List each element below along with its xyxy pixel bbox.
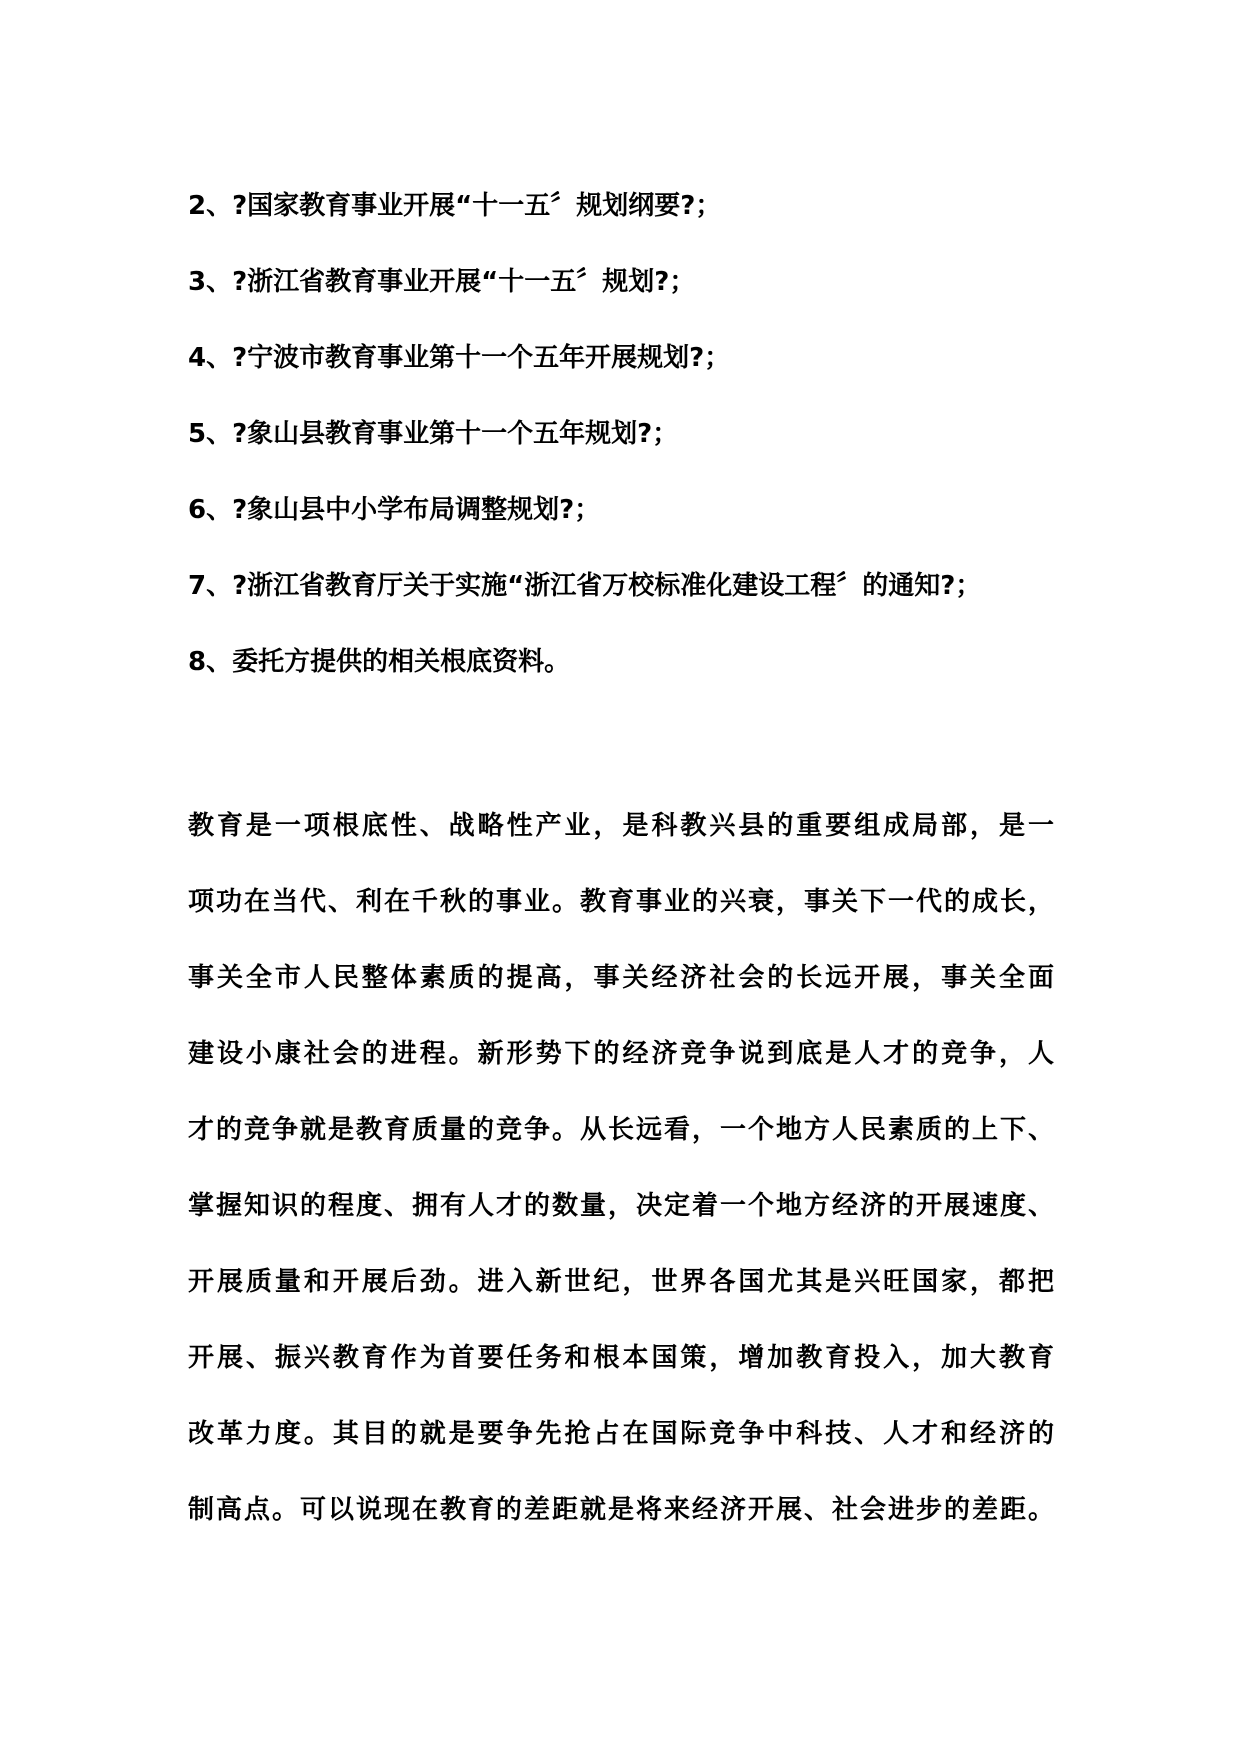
reference-item-8: 8、委托方提供的相关根底资料。 bbox=[188, 647, 571, 677]
reference-item-6: 6、?象山县中小学布局调整规划?； bbox=[188, 495, 601, 525]
paragraph-line: 建设小康社会的进程。新形势下的经济竞争说到底是人才的竞争，人 bbox=[188, 1039, 1054, 1069]
paragraph-line: 开展质量和开展后劲。进入新世纪，世界各国尤其是兴旺国家，都把 bbox=[188, 1267, 1054, 1297]
reference-item-3: 3、?浙江省教育事业开展“十一五〞规划?； bbox=[188, 267, 696, 297]
reference-list bbox=[188, 186, 1068, 718]
paragraph-line: 才的竞争就是教育质量的竞争。从长远看，一个地方人民素质的上下、 bbox=[188, 1115, 1054, 1145]
paragraph-line: 掌握知识的程度、拥有人才的数量，决定着一个地方经济的开展速度、 bbox=[188, 1191, 1054, 1221]
paragraph-line: 项功在当代、利在千秋的事业。教育事业的兴衰，事关下一代的成长， bbox=[188, 887, 1054, 917]
paragraph-line: 教育是一项根底性、战略性产业，是科教兴县的重要组成局部，是一 bbox=[188, 811, 1054, 841]
paragraph-line: 改革力度。其目的就是要争先抢占在国际竞争中科技、人才和经济的 bbox=[188, 1419, 1054, 1449]
paragraph-line: 事关全市人民整体素质的提高，事关经济社会的长远开展，事关全面 bbox=[188, 963, 1054, 993]
paragraph-line: 制高点。可以说现在教育的差距就是将来经济开展、社会进步的差距。 bbox=[188, 1495, 1054, 1525]
reference-item-2: 2、?国家教育事业开展“十一五〞规划纲要?； bbox=[188, 191, 722, 221]
reference-item-7: 7、?浙江省教育厅关于实施“浙江省万校标准化建设工程〞的通知?； bbox=[188, 571, 982, 601]
reference-item-5: 5、?象山县教育事业第十一个五年规划?； bbox=[188, 419, 679, 449]
paragraph-line: 开展、振兴教育作为首要任务和根本国策，增加教育投入，加大教育 bbox=[188, 1343, 1054, 1373]
reference-item-4: 4、?宁波市教育事业第十一个五年开展规划?； bbox=[188, 343, 731, 373]
body-paragraph bbox=[188, 806, 1054, 1566]
